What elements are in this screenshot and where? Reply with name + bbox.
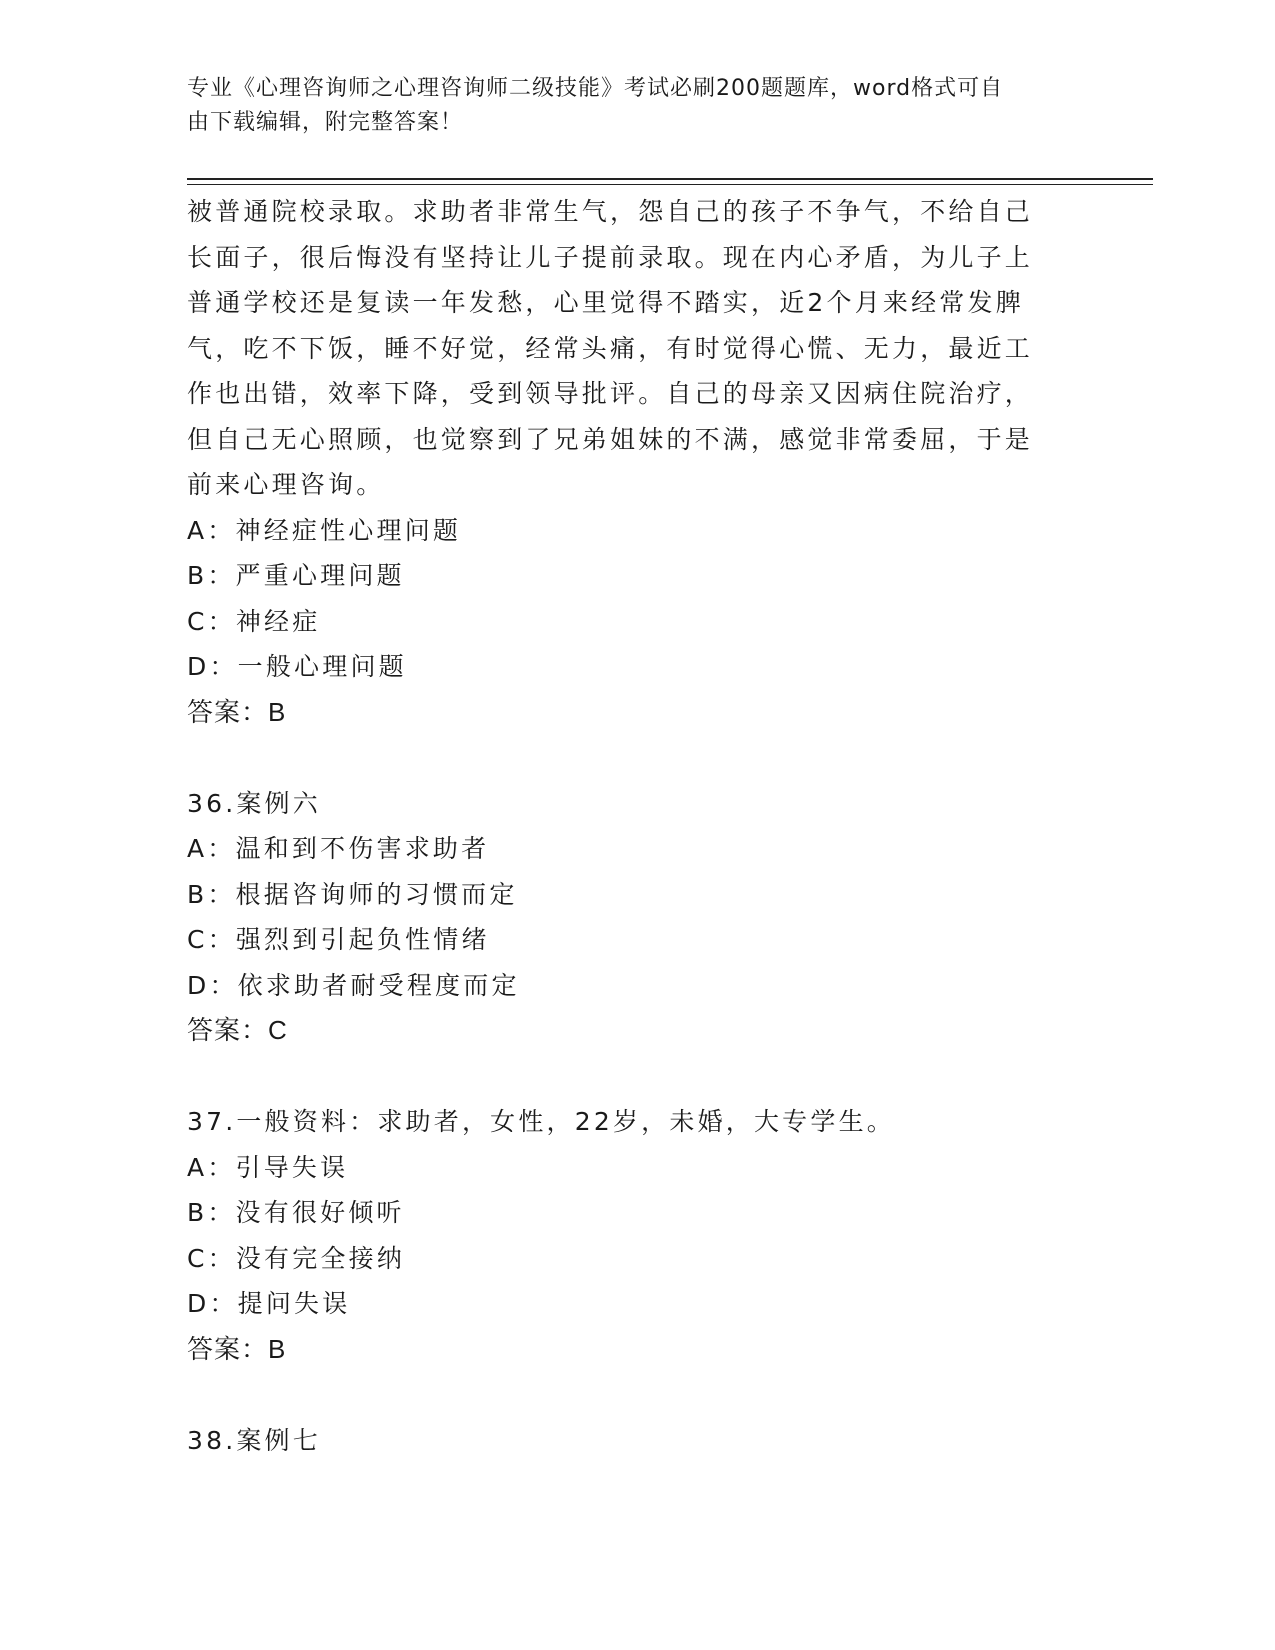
answer-line: 答案：C [187,1015,288,1045]
question-title: 36.案例六 [187,788,321,818]
question-continuation [187,189,1067,735]
option-a: A：神经症性心理问题 [187,515,462,545]
paragraph-line: 作也出错，效率下降，受到领导批评。自己的母亲又因病住院治疗， [187,379,1034,408]
question-38 [187,1418,1067,1464]
header-divider [187,178,1153,180]
paragraph-line: 长面子，很后悔没有坚持让儿子提前录取。现在内心矛盾，为儿子上 [187,242,1034,272]
header-line-1: 专业《心理咨询师之心理咨询师二级技能》考试必刷200题题库，word格式可自 [187,76,1004,101]
document-body [187,189,1067,1463]
spacer [187,1372,1067,1418]
question-title: 38.案例七 [187,1425,321,1455]
option-c: C：没有完全接纳 [187,1243,406,1273]
paragraph-line: 气，吃不下饭，睡不好觉，经常头痛，有时觉得心慌、无力，最近工 [187,333,1034,363]
spacer [187,1054,1067,1100]
spacer [187,735,1067,781]
option-d: D：依求助者耐受程度而定 [187,970,520,1000]
question-title: 37.一般资料：求助者，女性，22岁，未婚，大专学生。 [187,1107,895,1136]
paragraph-line: 普通学校还是复读一年发愁，心里觉得不踏实，近2个月来经常发脾 [187,288,1024,317]
paragraph-line: 前来心理咨询。 [187,470,385,499]
option-c: C：强烈到引起负性情绪 [187,925,490,954]
option-b: B：根据咨询师的习惯而定 [187,879,518,909]
answer-line: 答案：B [187,1333,287,1364]
option-a: A：引导失误 [187,1152,349,1182]
page-header [187,72,1067,140]
option-b: B：没有很好倾听 [187,1198,405,1227]
paragraph-line: 被普通院校录取。求助者非常生气，怨自己的孩子不争气，不给自己 [187,197,1034,226]
option-c: C：神经症 [187,606,321,636]
option-a: A：温和到不伤害求助者 [187,834,490,863]
option-b: B：严重心理问题 [187,561,405,590]
option-d: D：一般心理问题 [187,652,407,681]
header-divider-thin [187,184,1153,185]
question-36 [187,781,1067,1054]
header-line-2: 由下载编辑，附完整答案！ [187,110,464,135]
option-d: D：提问失误 [187,1289,351,1318]
answer-line: 答案：B [187,696,287,727]
question-37 [187,1099,1067,1372]
paragraph-line: 但自己无心照顾，也觉察到了兄弟姐妹的不满，感觉非常委屈，于是 [187,424,1034,454]
